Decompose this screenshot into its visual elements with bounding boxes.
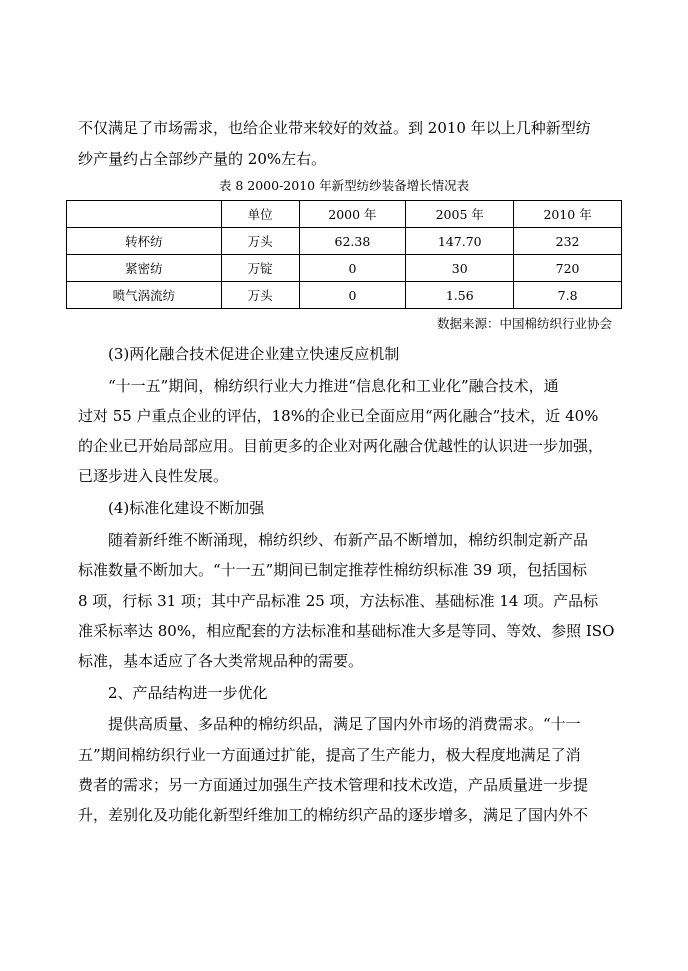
paragraph-line: 8 项，行标 31 项；其中产品标准 25 项，方法标准、基础标准 14 项。产品标 — [78, 592, 599, 610]
table-cell: 62.38 — [299, 228, 406, 255]
table-cell: 0 — [299, 255, 406, 282]
paragraph-line: 五”期间棉纺织行业一方面通过扩能，提高了生产能力，极大程度地满足了消 — [78, 746, 581, 764]
paragraph-line: 的企业已开始局部应用。目前更多的企业对两化融合优越性的认识进一步加强， — [78, 437, 604, 455]
table-row — [67, 255, 622, 282]
table-cell: 万锭 — [221, 255, 299, 282]
paragraph-line: 准采标率达 80%，相应配套的方法标准和基础标准大多是等同、等效、参照 ISO — [78, 622, 614, 640]
table-cell: 720 — [514, 255, 622, 282]
data-source-note: 数据来源：中国棉纺织行业协会 — [436, 316, 612, 331]
table-header-row — [67, 201, 622, 228]
paragraph-line: 提供高质量、多品种的棉纺织品，满足了国内外市场的消费需求。“十一 — [108, 715, 581, 733]
paragraph-line: 已逐步进入良性发展。 — [78, 467, 229, 485]
paragraph-line: 过对 55 户重点企业的评估，18%的企业已全面应用“两化融合”技术，近 40% — [78, 407, 599, 425]
section-2-heading: 2、产品结构进一步优化 — [108, 684, 268, 702]
table-cell: 232 — [514, 228, 622, 255]
paragraph-line: 随着新纤维不断涌现，棉纺织纱、布新产品不断增加，棉纺织制定新产品 — [108, 531, 589, 549]
paragraph-line: “十一五”期间，棉纺织行业大力推进“信息化和工业化”融合技术，通 — [108, 377, 559, 395]
header-cell: 2000 年 — [299, 201, 406, 228]
intro-line-1: 不仅满足了市场需求，也给企业带来较好的效益。到 2010 年以上几种新型纺 — [78, 119, 591, 137]
table-row — [67, 282, 622, 309]
paragraph-line: 升，差别化及功能化新型纤维加工的棉纺织产品的逐步增多，满足了国内外不 — [78, 806, 589, 824]
paragraph-line: 标准数量不断加大。“十一五”期间已制定推荐性棉纺织标准 39 项，包括国标 — [78, 561, 587, 579]
table-cell: 万头 — [221, 228, 299, 255]
table-caption: 表 8 2000-2010 年新型纺纱装备增长情况表 — [218, 178, 470, 193]
table-cell: 万头 — [221, 282, 299, 309]
table-cell: 紧密纺 — [67, 255, 222, 282]
paragraph-line: 标准，基本适应了各大类常规品种的需要。 — [78, 652, 364, 670]
equipment-growth-table — [66, 200, 622, 309]
table-row — [67, 228, 622, 255]
table-cell: 0 — [299, 282, 406, 309]
paragraph-line: 费者的需求；另一方面通过加强生产技术管理和技术改造，产品质量进一步提 — [78, 776, 589, 794]
section-4-heading: (4)标准化建设不断加强 — [108, 499, 265, 517]
header-cell: 2010 年 — [514, 201, 622, 228]
table-cell: 7.8 — [514, 282, 622, 309]
table-cell: 147.70 — [406, 228, 514, 255]
section-3-heading: (3)两化融合技术促进企业建立快速反应机制 — [108, 345, 400, 363]
header-cell — [67, 201, 222, 228]
table-cell: 喷气涡流纺 — [67, 282, 222, 309]
table-cell: 1.56 — [406, 282, 514, 309]
header-cell: 单位 — [221, 201, 299, 228]
table-cell: 转杯纺 — [67, 228, 222, 255]
intro-line-2: 纱产量约占全部纱产量的 20%左右。 — [78, 150, 327, 168]
table-cell: 30 — [406, 255, 514, 282]
header-cell: 2005 年 — [406, 201, 514, 228]
